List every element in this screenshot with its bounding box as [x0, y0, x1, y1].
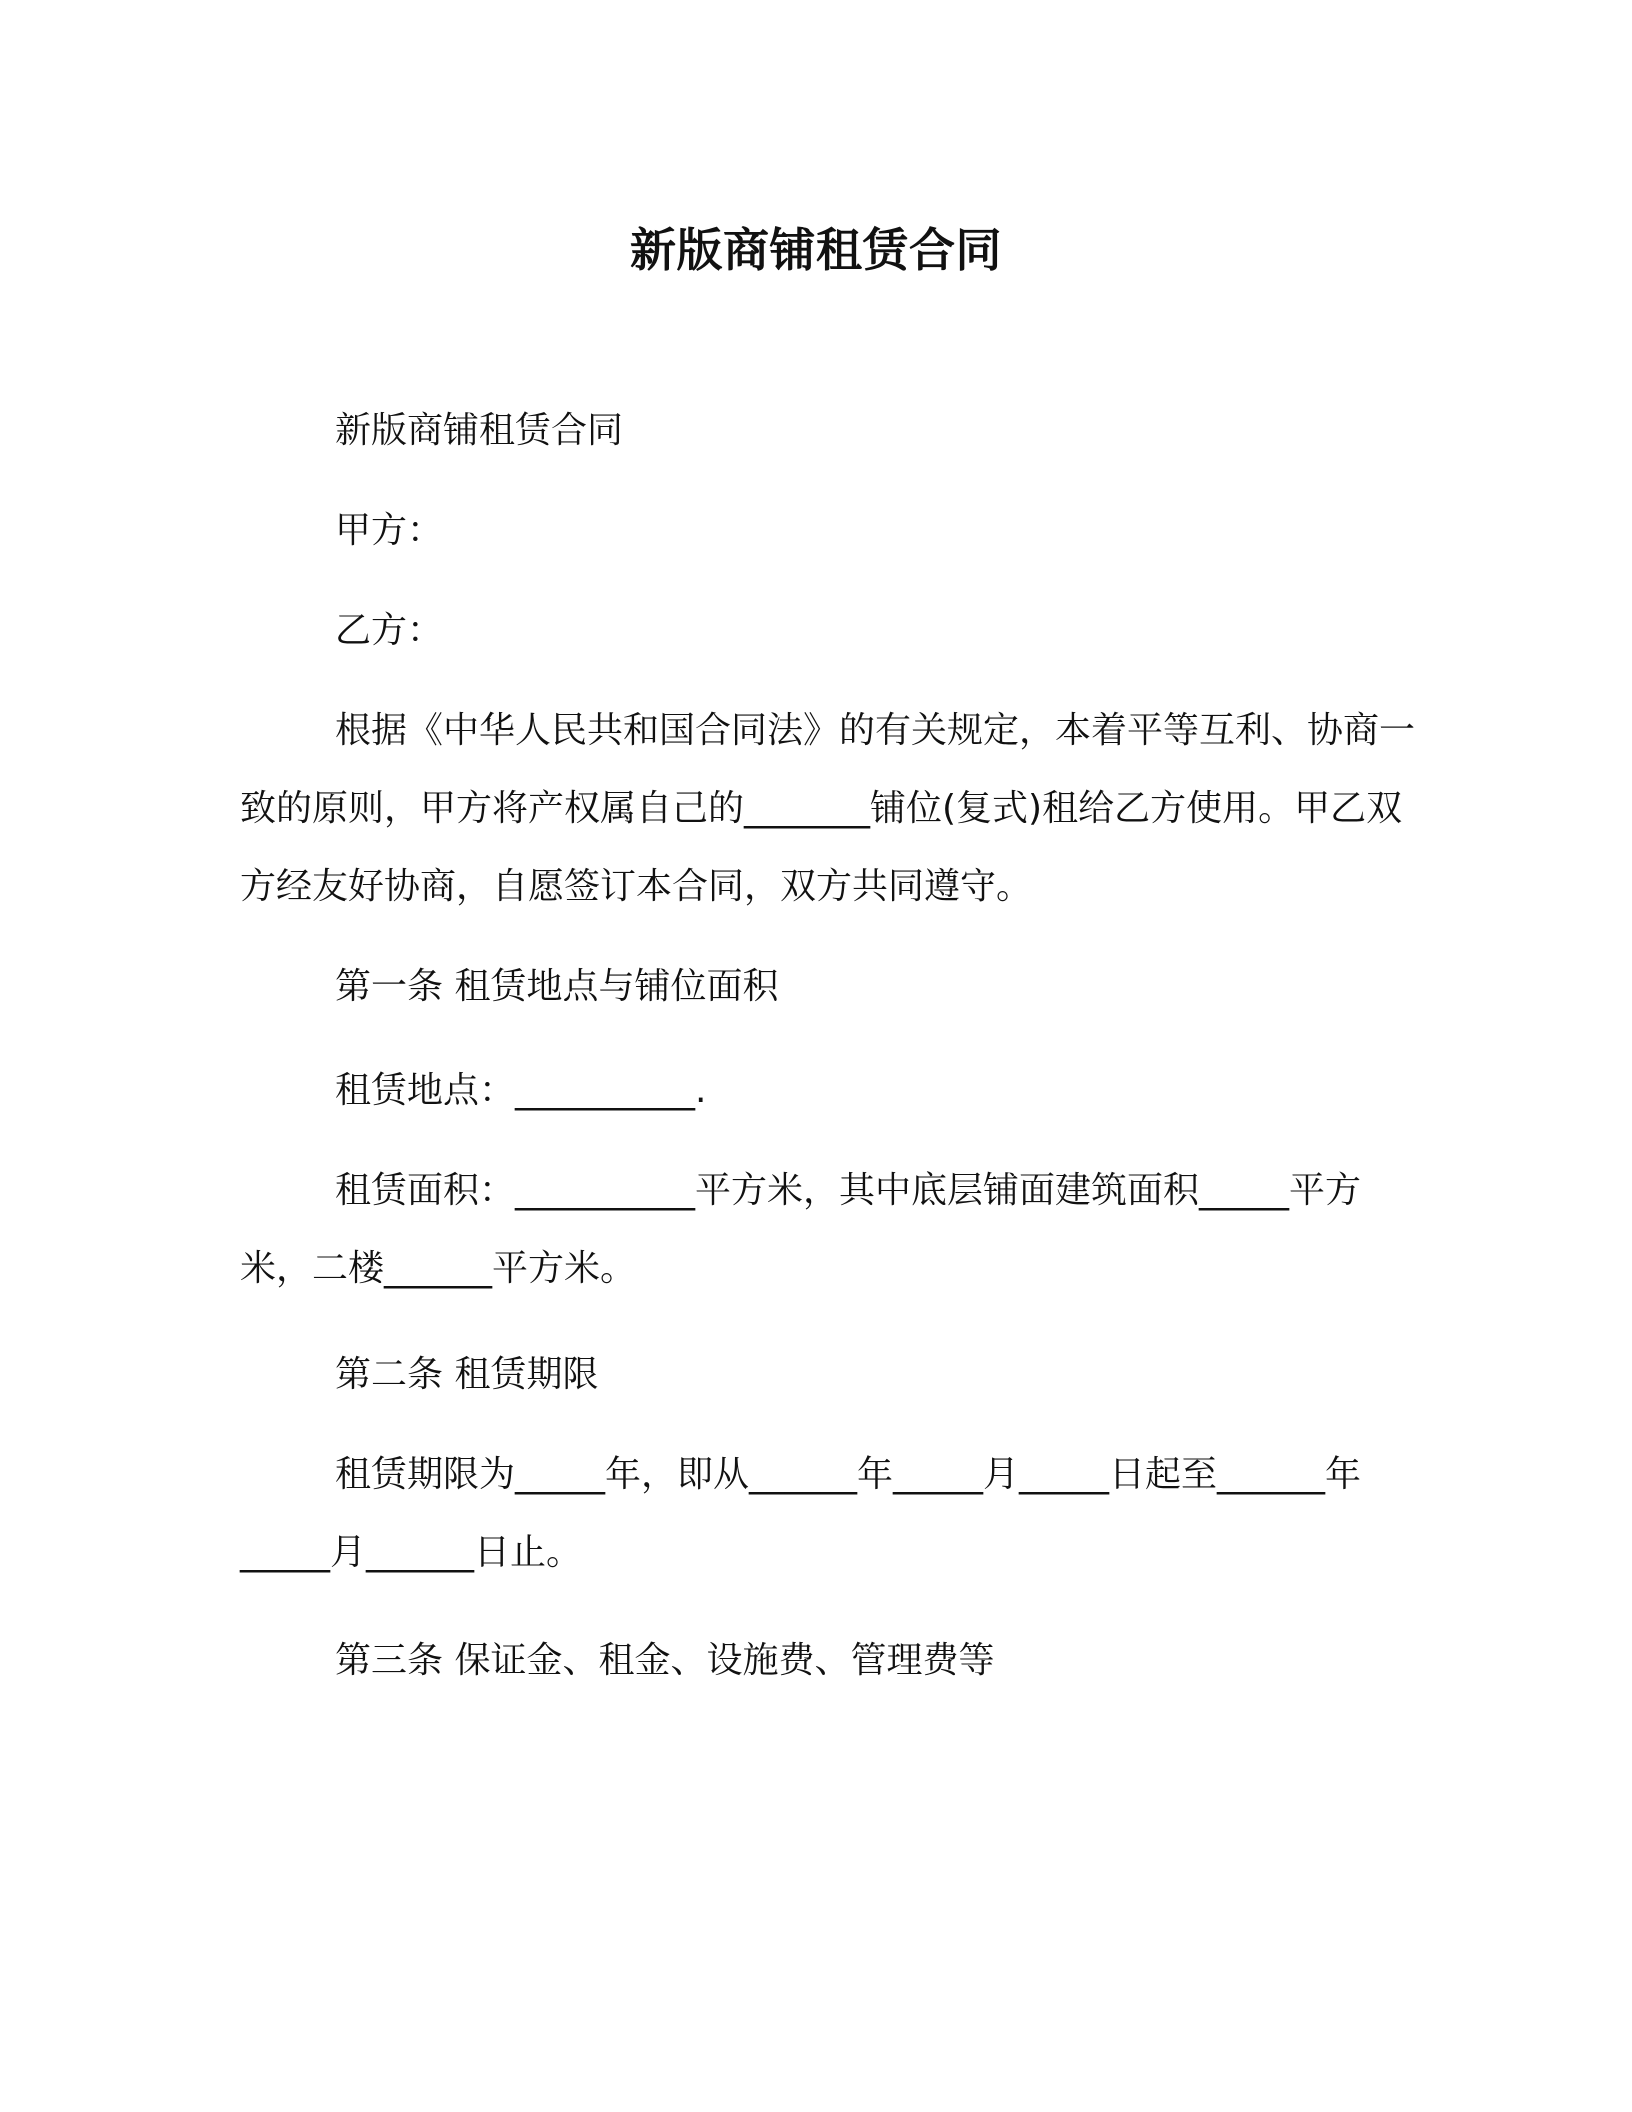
article-3-heading: 第三条 保证金、租金、设施费、管理费等 — [335, 1640, 995, 1681]
article-2-term: 租赁期限为_____年，即从______年_____月_____日起至______年_____月______日止。 — [240, 1454, 1362, 1573]
document-title: 新版商铺租赁合同 — [630, 223, 1002, 277]
preamble-paragraph: 根据《中华人民共和国合同法》的有关规定，本着平等互利、协商一致的原则，甲方将产权属自己的_______铺位(复式)租给乙方使用。甲乙双方经友好协商，自愿签订本合同，双方共同遵守。 — [240, 710, 1416, 907]
article-2-heading: 第二条 租赁期限 — [335, 1354, 599, 1395]
article-1-heading: 第一条 租赁地点与铺位面积 — [335, 966, 779, 1007]
article-1-location: 租赁地点：__________. — [335, 1070, 707, 1111]
party-b-label: 乙方： — [335, 610, 444, 651]
article-1-area: 租赁面积：__________平方米，其中底层铺面建筑面积_____平方米，二楼______平方米。 — [240, 1170, 1362, 1289]
party-a-label: 甲方： — [335, 510, 444, 551]
document-subtitle: 新版商铺租赁合同 — [335, 410, 624, 451]
